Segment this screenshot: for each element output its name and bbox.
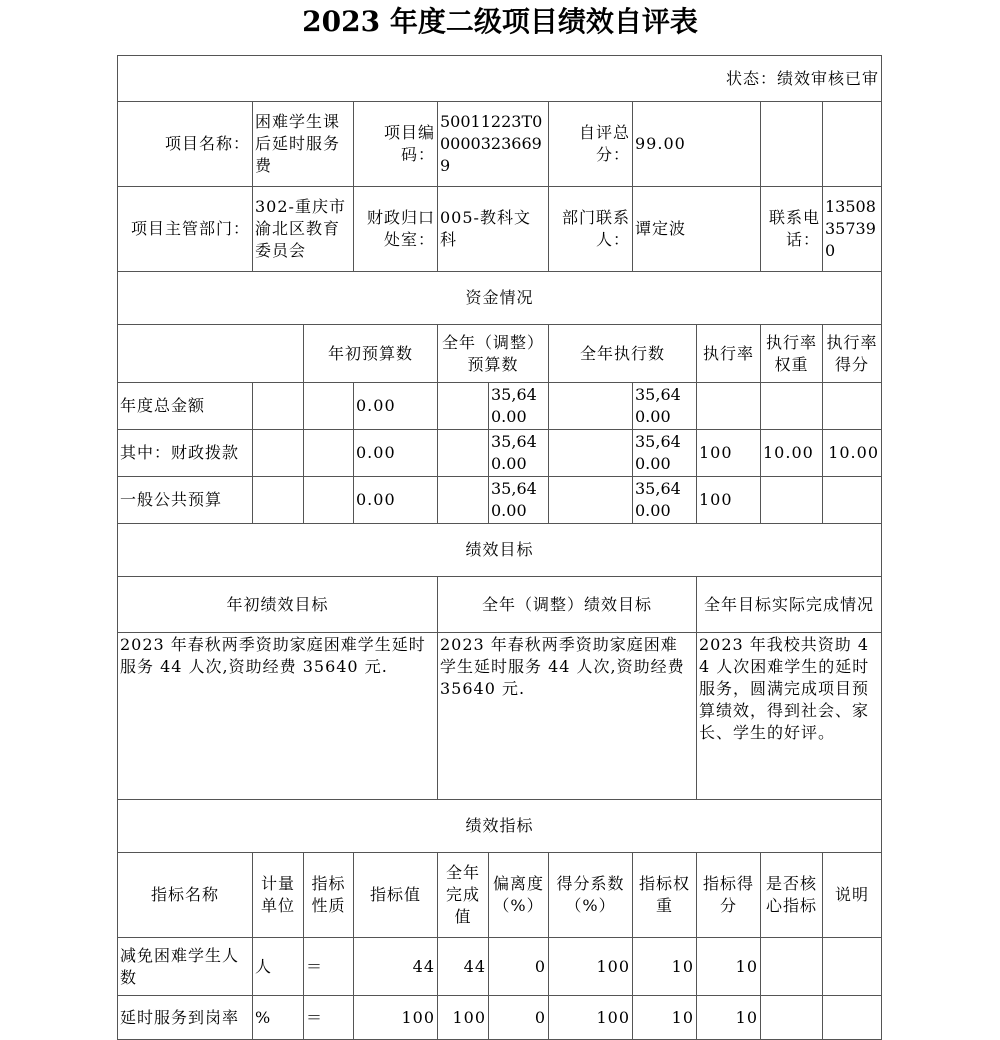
funds-row [118,477,882,524]
indicator-row [118,996,882,1040]
funds-score [823,477,882,524]
ind-header-coef: 得分系数（%） [549,853,633,938]
funds-row-label: 一般公共预算 [118,477,253,524]
ind-note [823,938,882,996]
project-row [118,102,882,187]
funds-section-row [118,272,882,325]
indicators-header-row [118,853,882,938]
goals-content-row [118,633,882,800]
empty-cell [438,477,489,524]
project-name-label: 项目名称： [118,102,253,187]
funds-adjusted: 35,640.00 [489,430,549,477]
department-row [118,187,882,272]
ind-header-name: 指标名称 [118,853,253,938]
phone-value: 13508357390 [823,187,882,272]
ind-name: 减免困难学生人数 [118,938,253,996]
funds-initial: 0.00 [354,430,438,477]
goal-adjusted-text: 2023 年春秋两季资助家庭困难学生延时服务 44 人次,资助经费 35640 元. [438,633,697,800]
ind-unit: % [253,996,304,1040]
funds-rate: 100 [697,430,761,477]
funds-header-rate: 执行率 [697,325,761,383]
empty-cell [438,430,489,477]
ind-header-done: 全年完成值 [438,853,489,938]
project-name: 困难学生课后延时服务费 [253,102,354,187]
ind-coef: 100 [549,996,633,1040]
ind-nature: ＝ [304,996,354,1040]
ind-header-unit: 计量单位 [253,853,304,938]
score-label: 自评总分： [549,102,633,187]
funds-score [823,383,882,430]
ind-deviation: 0 [489,938,549,996]
empty-cell [549,383,633,430]
ind-core [761,996,823,1040]
ind-score: 10 [697,996,761,1040]
empty-cell [253,383,304,430]
ind-done: 100 [438,996,489,1040]
office-value: 005-教科文科 [438,187,549,272]
funds-row-label: 年度总金额 [118,383,253,430]
phone-label: 联系电话： [761,187,823,272]
goals-section-row [118,524,882,577]
funds-weight: 10.00 [761,430,823,477]
goal-initial-text: 2023 年春秋两季资助家庭困难学生延时服务 44 人次,资助经费 35640 元. [118,633,438,800]
goal-actual-text: 2023 年我校共资助 44 人次困难学生的延时服务，圆满完成项目预算绩效，得到社会、家长、学生的好评。 [697,633,882,800]
ind-note [823,996,882,1040]
goals-header-row [118,577,882,633]
empty-cell [118,325,304,383]
ind-nature: ＝ [304,938,354,996]
funds-row-label: 其中：财政拨款 [118,430,253,477]
empty-cell [438,383,489,430]
funds-rate: 100 [697,477,761,524]
ind-header-core: 是否核心指标 [761,853,823,938]
ind-core [761,938,823,996]
ind-header-weight: 指标权重 [633,853,697,938]
funds-header-adjusted: 全年（调整）预算数 [438,325,549,383]
empty-cell [253,430,304,477]
funds-section-title: 资金情况 [118,272,882,325]
goals-header-actual: 全年目标实际完成情况 [697,577,882,633]
ind-unit: 人 [253,938,304,996]
funds-row [118,383,882,430]
office-label: 财政归口处室： [354,187,438,272]
project-code: 50011223T000003236699 [438,102,549,187]
ind-value: 44 [354,938,438,996]
funds-weight [761,477,823,524]
indicator-row [118,938,882,996]
page-title: 2023 年度二级项目绩效自评表 [302,5,698,38]
funds-header-executed: 全年执行数 [549,325,697,383]
funds-row [118,430,882,477]
empty-cell [823,102,882,187]
empty-cell [304,383,354,430]
ind-header-note: 说明 [823,853,882,938]
ind-deviation: 0 [489,996,549,1040]
ind-header-score: 指标得分 [697,853,761,938]
funds-adjusted: 35,640.00 [489,477,549,524]
funds-header-initial: 年初预算数 [304,325,438,383]
contact-label: 部门联系人： [549,187,633,272]
empty-cell [549,430,633,477]
evaluation-table [117,55,882,1040]
funds-score: 10.00 [823,430,882,477]
funds-executed: 35,640.00 [633,477,697,524]
ind-header-nature: 指标性质 [304,853,354,938]
funds-adjusted: 35,640.00 [489,383,549,430]
dept-label: 项目主管部门： [118,187,253,272]
empty-cell [549,477,633,524]
ind-header-value: 指标值 [354,853,438,938]
funds-executed: 35,640.00 [633,430,697,477]
contact-value: 谭定波 [633,187,761,272]
ind-value: 100 [354,996,438,1040]
funds-weight [761,383,823,430]
funds-rate [697,383,761,430]
status-text: 状态：绩效审核已审 [118,56,882,102]
dept-value: 302-重庆市渝北区教育委员会 [253,187,354,272]
funds-header-weight: 执行率权重 [761,325,823,383]
status-row [118,56,882,102]
empty-cell [761,102,823,187]
goals-header-initial: 年初绩效目标 [118,577,438,633]
ind-coef: 100 [549,938,633,996]
empty-cell [304,477,354,524]
empty-cell [253,477,304,524]
project-code-label: 项目编码： [354,102,438,187]
goals-header-adjusted: 全年（调整）绩效目标 [438,577,697,633]
empty-cell [304,430,354,477]
self-score: 99.00 [633,102,761,187]
indicators-section-title: 绩效指标 [118,800,882,853]
goals-section-title: 绩效目标 [118,524,882,577]
ind-header-deviation: 偏离度（%） [489,853,549,938]
funds-executed: 35,640.00 [633,383,697,430]
ind-done: 44 [438,938,489,996]
funds-header-row [118,325,882,383]
funds-initial: 0.00 [354,477,438,524]
funds-header-score: 执行率得分 [823,325,882,383]
ind-weight: 10 [633,996,697,1040]
ind-name: 延时服务到岗率 [118,996,253,1040]
ind-weight: 10 [633,938,697,996]
funds-initial: 0.00 [354,383,438,430]
ind-score: 10 [697,938,761,996]
indicators-section-row [118,800,882,853]
